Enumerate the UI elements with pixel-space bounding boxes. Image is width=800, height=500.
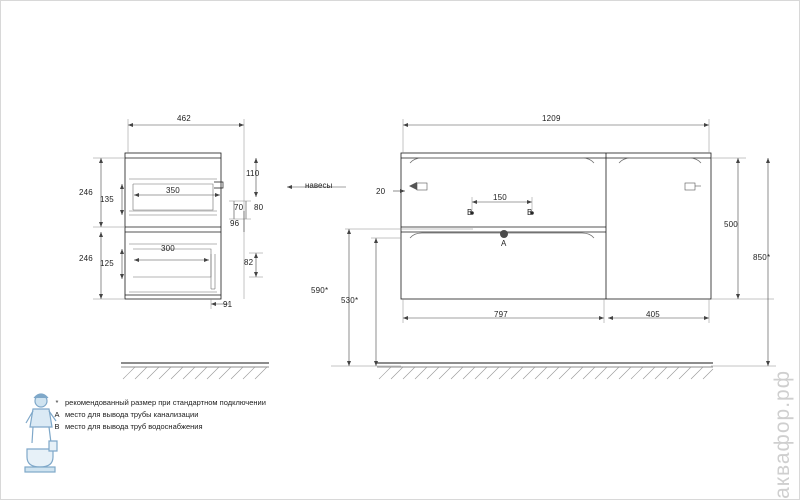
legend (53, 397, 383, 433)
marker-b-left: B (467, 208, 473, 217)
dim-front-500: 500 (724, 220, 738, 229)
legend-item (53, 421, 383, 432)
legend-text-asterisk: рекомендованный размер при стандартном подключении (65, 398, 266, 407)
legend-item (53, 409, 383, 420)
dim-side-96: 96 (230, 219, 240, 228)
dim-front-797: 797 (494, 310, 508, 319)
watermark-box (759, 331, 799, 500)
dim-side-350: 350 (166, 186, 180, 195)
dim-front-1209: 1209 (542, 114, 561, 123)
legend-text-b: место для вывода труб водоснабжения (65, 422, 203, 431)
dim-front-20: 20 (376, 187, 386, 196)
legend-item (53, 397, 383, 408)
watermark-text: аквафор.рф (771, 370, 794, 499)
dim-front-405: 405 (646, 310, 660, 319)
dim-side-125: 125 (100, 259, 114, 268)
dim-front-590: 590* (311, 286, 329, 295)
dim-side-80: 80 (254, 203, 264, 212)
dim-side-110: 110 (246, 169, 260, 178)
dim-side-246-lower: 246 (79, 254, 93, 263)
dim-front-850: 850* (753, 253, 771, 262)
dim-side-91: 91 (223, 300, 233, 309)
marker-b-right: B (527, 208, 533, 217)
dim-side-462: 462 (177, 114, 191, 123)
dim-side-135: 135 (100, 195, 114, 204)
legend-key-b: B (54, 422, 60, 431)
legend-key-asterisk: * (55, 398, 59, 407)
dim-side-82: 82 (244, 258, 254, 267)
dim-side-246-upper: 246 (79, 188, 93, 197)
dim-front-530: 530* (341, 296, 359, 305)
legend-key-a: A (54, 410, 60, 419)
label-hangers: навесы (305, 181, 333, 190)
dim-front-150: 150 (493, 193, 507, 202)
dim-side-70: 70 (234, 203, 244, 212)
marker-a: A (501, 239, 507, 248)
dim-side-300: 300 (161, 244, 175, 253)
plumber-mascot-icon (19, 389, 65, 485)
legend-text-a: место для вывода трубы канализации (65, 410, 199, 419)
